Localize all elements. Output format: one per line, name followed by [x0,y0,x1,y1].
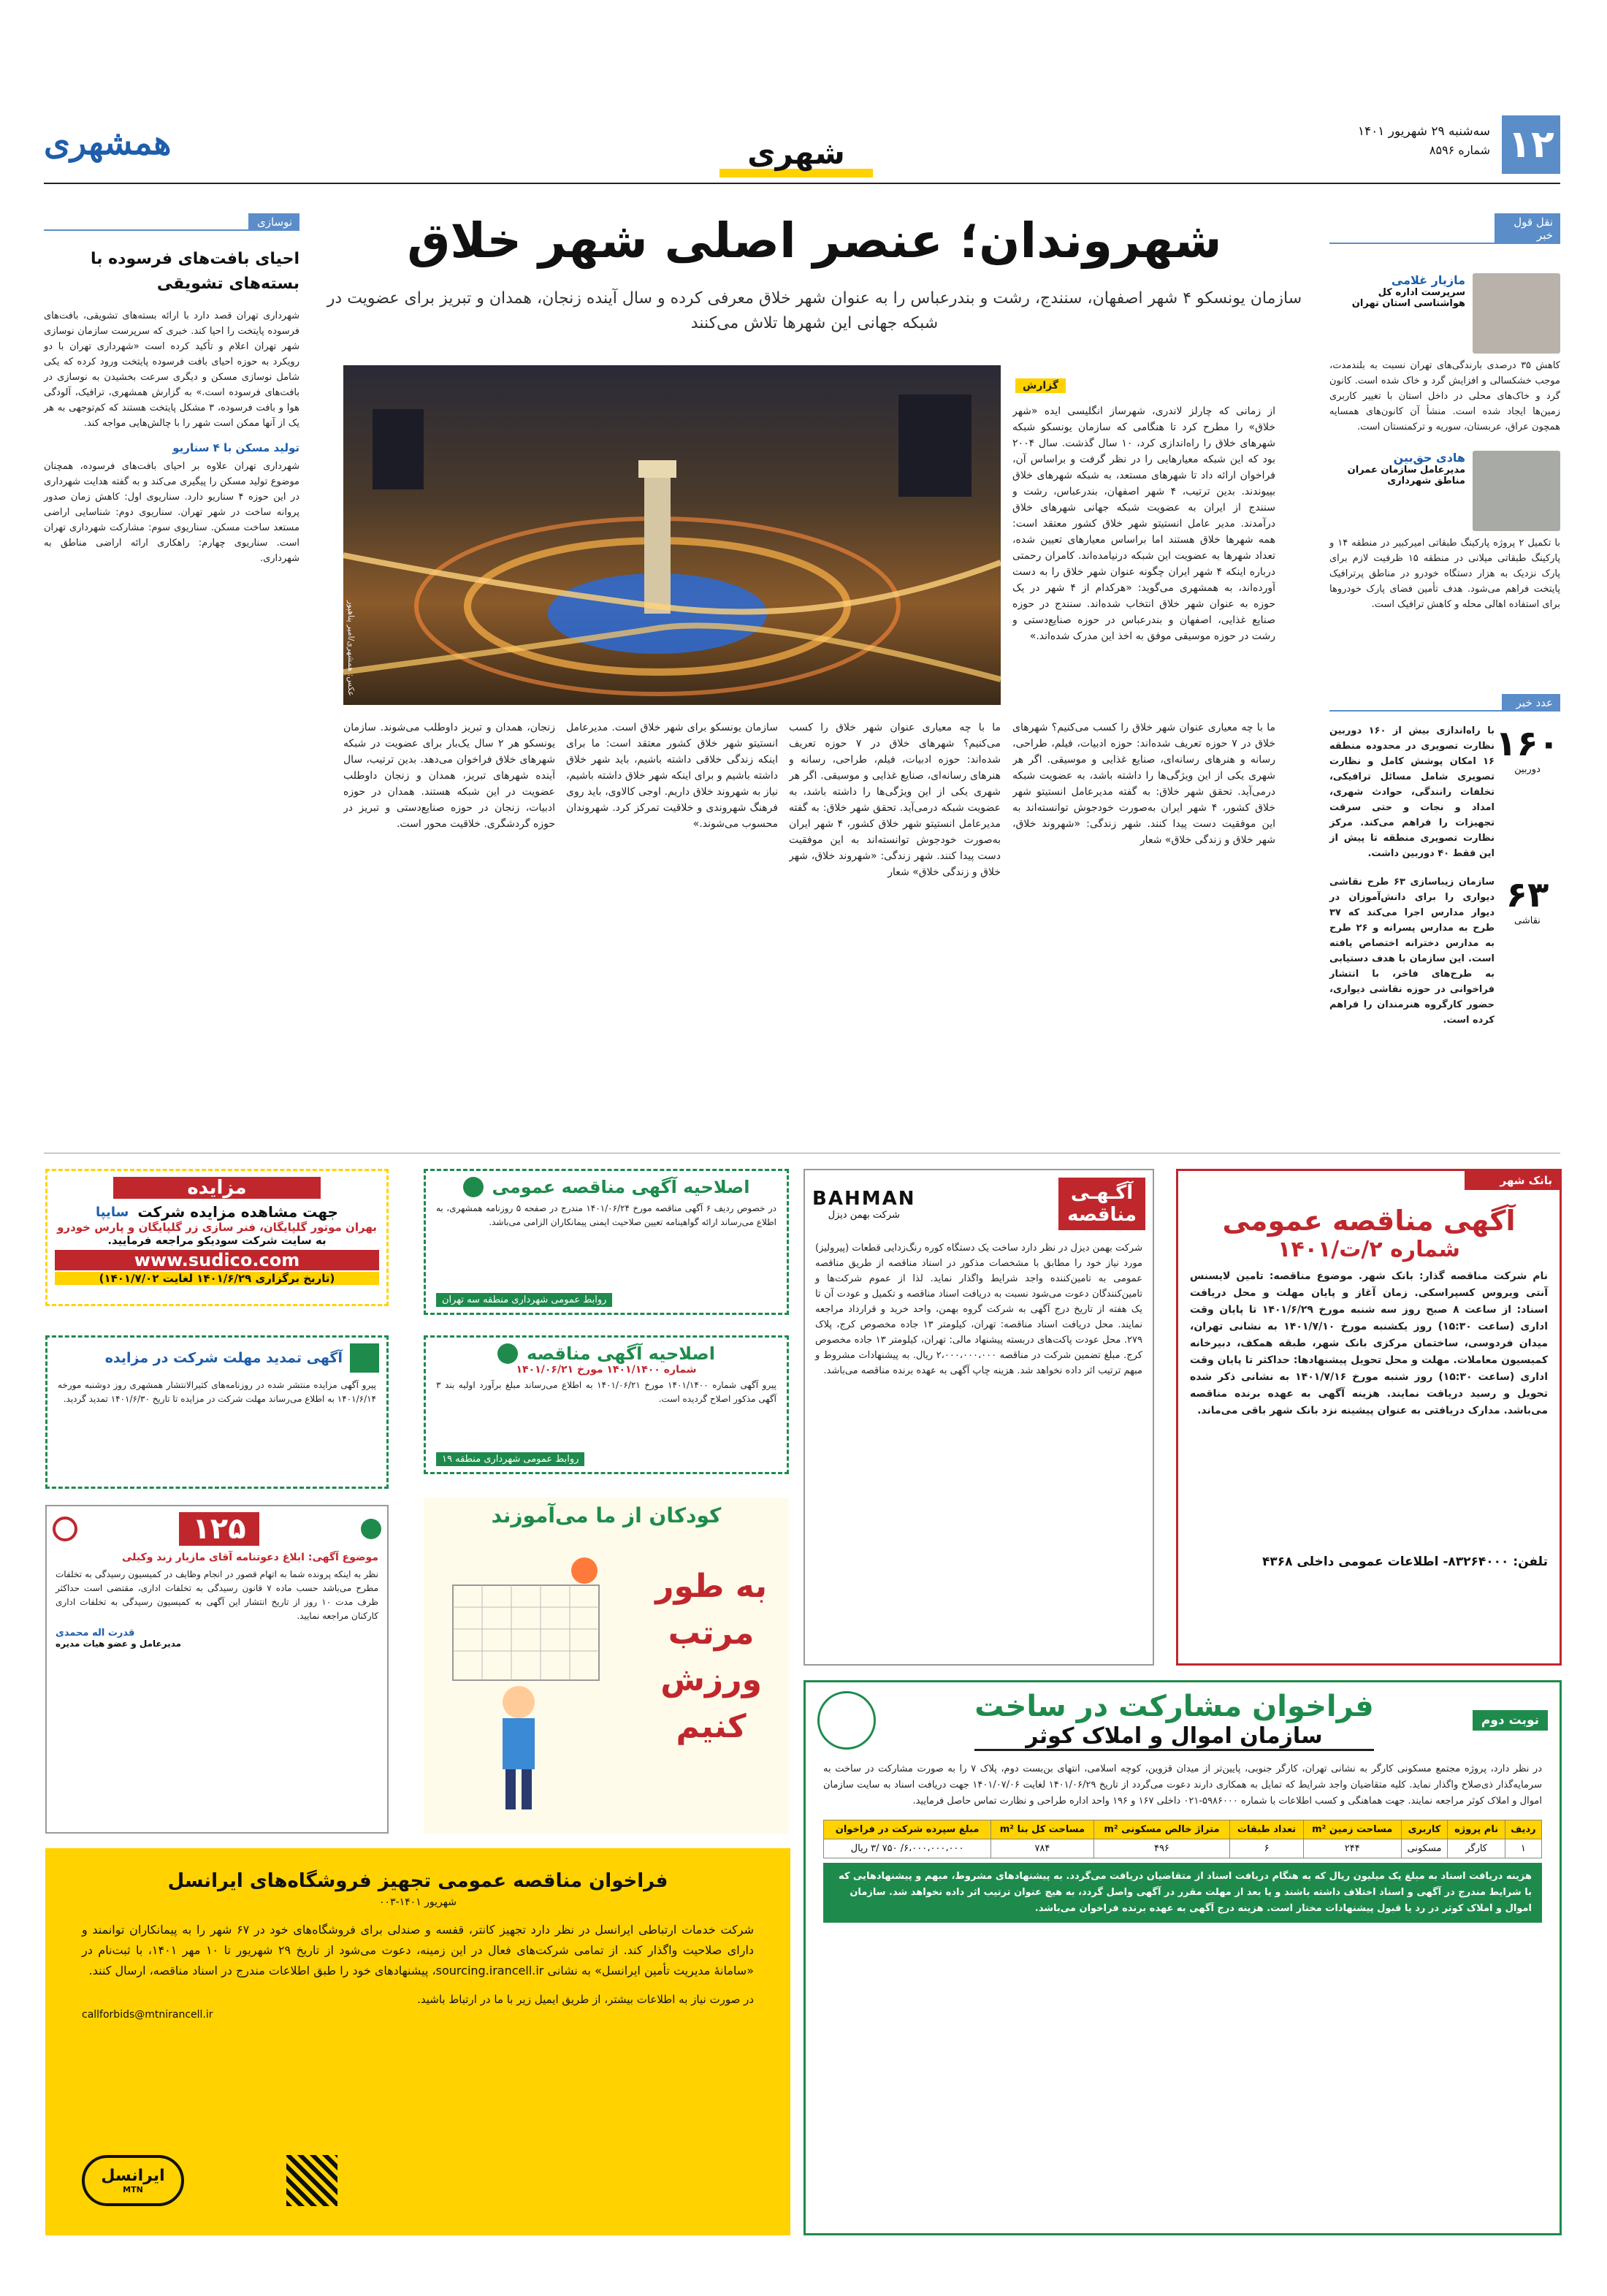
irancell-contact: در صورت نیاز به اطلاعات بیشتر، از طریق ایمیل زیر با ما در ارتباط باشید. [417,1993,754,2006]
irancell-number: شهریور ۱۴۰۱-۰۰۳ [379,1896,457,1908]
report-label: گزارش [1015,378,1066,393]
td-3: ۲۴۴ [1303,1839,1401,1858]
fire-signer-role: مدیرعامل و عضو هیات مدیره [56,1639,182,1649]
ad-irancell [45,1848,790,2235]
corr2-body: پیرو آگهی شماره ۱۴۰۱/۱۴۰۰ مورخ ۱۴۰۱/۰۶/۲۱ به اطلاع می‌رساند مبلغ برآورد اولیه بند ۳ آگهی مذکور اصلاح گردیده است. [436,1380,776,1404]
td-6: ۷۸۴ [991,1839,1094,1858]
side-story [44,213,299,1134]
page-number-box: ۱۲ [1502,115,1560,174]
th-5: متراژ خالص مسکونی m² [1093,1820,1230,1839]
extension-logo-icon [350,1343,379,1373]
kids-volleyball-illustration [438,1556,628,1819]
ad-bank-shahr [1176,1169,1562,1666]
article-col1: از زمانی که چارلز لاندری، شهرساز انگلیسی ایده «شهر خلاق» را مطرح کرد تا هنگامی که سازمان یونسکو شبکه شهرهای خلاق را راه‌اندازی کرد، ۱۰ سال گذشت. سال ۲۰۰۴ بود که این شبکه معیارهایی را در نظر گرفت و براساس آن، فراخوان ارائه داد تا شهرهای مستعد، به شبکه شهرهای خلاق بپیوندند. بدین ترتیب، ۴ شهر اصفهان، بندرعباس، رشت و سنندج از ایران به عضویت شبکه جهانی شهرهای خلاق درآمدند. مدیر عامل انستیتو شهر خلاق کشور معتقد است: همه شهرها خلاق هستند اما براساس معیارهای تعیین شده، تعداد شهرها به عضویت این شبکه درنیامده‌اند. کامران رحمتی درباره اینکه ۴ شهر ایران چگونه عنوان شهر خلاق را به دست آورده‌اند، به همشهری می‌گوید: «هرکدام از ۴ شهر در یک حوزه به عنوان شهر خلاق انتخاب شده‌اند. سنندج در حوزه صنایع غذایی، اصفهان و بندرعباس در حوزه صنایع‌دستی و رشت در حوزه موسیقی موفق به اخذ این مدرک شده‌اند.» [1012,405,1275,642]
koosar-table-header [824,1820,1542,1839]
bank-logo: بانک شهر [1465,1171,1560,1190]
header-rule [44,183,1560,184]
newspaper-logo: همشهری [44,123,172,162]
extension-body: پیرو آگهی مزایده منتشر شده در روزنامه‌های کثیرالانتشار همشهری روز دوشنبه مورخه ۱۴۰۱/۶/۱۴ به اطلاع می‌رساند مهلت شرکت در مزایده تا تاریخ ۱۴۰۱/۶/۳۰ تمدید گردید. [58,1380,376,1404]
municipality-logo-icon [463,1177,484,1197]
quote1-name: مازیار غلامی [1391,273,1465,287]
kids-line-1: به طور [655,1568,767,1605]
side-title: احیای بافت‌های فرسوده با بسته‌های تشویقی [91,250,299,293]
side-sub-body: شهرداری تهران علاوه بر احیای بافت‌های فرسوده، همچنان موضوع تولید مسکن را پیگیری می‌کند و به گفته هدایت شهرداری در این حوزه ۴ سناریو دارد. سناریوی اول: کاهش زمان صدور پروانه ساخت در شهر تهران. سناریوی دوم: شناسایی اراضی مستعد ساخت مسکن. سناریوی سوم: مشارکت شهرداری تهران است. سناریوی چهارم: راهکاری ارائه اراضی مناطق به شهرداری. [44,461,299,564]
auction-title: مزایده [113,1177,321,1199]
quote1-text: کاهش ۳۵ درصدی بارندگی‌های تهران نسبت به بلندمدت، موجب خشکسالی و افزایش گرد و خاک شده است. کانون گرد و خاک‌های محلی در داخل استان با تغییر کاربری زمین‌ها ایجاد شده است. منشأ آن کانون‌های همسایه همچون عراق، عربستان، سوریه و ترکمنستان است. [1329,360,1560,432]
td-0: ۱ [1505,1839,1541,1858]
quote2-text: با تکمیل ۲ پروژه پارکینگ طبقاتی امیرکبیر در منطقه ۱۴ و پارکینگ طبقاتی میلانی در منطقه ۱۵ ظرفیت لازم برای پارک نزدیک به هزار دستگاه خودرو در مناطق پرترافیک پایتخت فراهم می‌شود. هدف تأمین فضای پارک خودروها برای استفاده اهالی محله و کاهش ترافیک است. [1329,538,1560,610]
th-3: مساحت زمین m² [1303,1820,1401,1839]
ad-extension [45,1335,389,1489]
article-col5: زنجان، همدان و تبریز داوطلب می‌شوند. سازمان یونسکو هر ۲ سال یک‌بار برای عضویت در شبکه شهرهای خلاق فراخوان می‌دهد. بدین ترتیب، سال آینده شهرهای تبریز، همدان و زنجان داوطلب عضویت در این شبکه هستند. همدان در حوزه ادبیات، زنجان در حوزه صنایع‌دستی و تبریز در حوزه گردشگری. خلاقیت محور است. [343,722,555,830]
fire-body: نظر به اینکه پرونده شما به اتهام قصور در انجام وظایف در کمیسیون رسیدگی به تخلفات مطرح می‌باشد حسب ماده ۷ قانون رسیدگی به تخلفات اداری، مقتضی است حداکثر ظرف مدت ۱۰ روز از تاریخ انتشار این آگهی به کمیسیون رسیدگی به تخلفات اداری کارکنان مراجعه نمایید. [56,1569,378,1621]
koosar-org: سازمان اموال و املاک کوثر [974,1723,1374,1751]
side-label: نوسازی [248,213,299,231]
quote2-role: مدیرعامل سازمان عمران مناطق شهرداری [1347,465,1465,487]
stat-text-1: با راه‌اندازی بیش از ۱۶۰ دوربین نظارت تصویری در محدوده منطقه ۱۶ امکان پوشش کامل و نظارت تصویری شامل مسائل ترافیکی، تخلفات رانندگی، حوادث شهری، امداد و نجات و حتی سرقت تجهیزات را فراهم می‌کند. مرکز نظارت تصویری منطقه تا پیش از این فقط ۴۰ دوربین داشت. [1329,725,1495,859]
koosar-body: در نظر دارد، پروژه مجتمع مسکونی کارگر به نشانی تهران، کارگر جنوبی، پایین‌تر از میدان قزوین، کوچه اسلامی، انتهای بن‌بست دوم، پلاک ۷ را به صورت مشارکت در ساخت به سرمایه‌گذار ذی‌صلاح واگذار نماید. کلیه متقاضیان واجد شرایط که تمایل به همکاری دارند دعوت می‌گردد از تاریخ ۱۴۰۱/۰۶/۲۹ لغایت ۱۴۰۱/۰۷/۰۶ جهت دریافت اسناد به سایت سازمان اموال و املاک کوثر مراجعه نمایند. جهت هماهنگی و کسب اطلاعات با شماره ۵۹۸۶۰۰۰-۰۲۱ داخلی ۱۶۷ و ۱۹۶ واحد اداره طراحی و نظارت تماس حاصل فرمایید. [823,1763,1543,1807]
corr1-footer: روابط عمومی شهرداری منطقه سه تهران [436,1293,612,1307]
numbers-column [1329,694,1560,1132]
fire-number-125: ۱۲۵ [179,1512,259,1546]
municipality-logo-icon-2 [497,1343,518,1364]
auction-note: به سایت شرکت سودیکو مراجعه فرمایید. [107,1234,327,1247]
bank-tender-title: آگهی مناقصه عمومی [1222,1205,1516,1237]
corr1-body: در خصوص ردیف ۶ آگهی مناقصه مورخ ۱۴۰۱/۰۶/۲۴ مندرج در صفحه ۵ روزنامه همشهری، به اطلاع می‌رساند ارائه گواهینامه تعیین صلاحیت ایمنی پیمانکاران الزامی می‌باشد. [436,1203,776,1227]
auction-subtitle: جهت مشاهده مزایده شرکت [137,1203,338,1221]
irancell-logo [82,2155,184,2206]
th-2: کاربری [1401,1820,1448,1839]
photo-credit: عکس: همشهری/امیر پناهپور [346,600,356,696]
td-4: ۶ [1230,1839,1304,1858]
td-5: ۴۹۶ [1093,1839,1230,1858]
auction-site-link[interactable]: www.sudico.com [55,1250,379,1270]
ad-kids-sport [424,1498,789,1834]
th-6: مساحت کل بنا m² [991,1820,1094,1839]
corr1-title: اصلاحیه آگهی مناقصه عمومی [492,1177,750,1197]
koosar-title: فراخوان مشارکت در ساخت [974,1690,1374,1723]
stat-number-1: ۱۶۰ [1495,723,1560,764]
portrait-photo-2 [1473,451,1560,531]
bahman-title-1: آگـهـی [1070,1182,1134,1204]
auction-dates: (تاریخ برگزاری ۱۴۰۱/۶/۲۹ لغایت ۱۴۰۱/۷/۰۲) [55,1272,379,1285]
koosar-logo-icon [817,1691,876,1750]
issue-number: شماره ۸۵۹۶ [1429,143,1490,157]
fire-badge-icon [53,1517,77,1541]
main-photo [343,365,1001,705]
koosar-table [823,1820,1542,1858]
portrait-photo-1 [1473,273,1560,354]
quote-label: نقل قول خبر [1495,213,1560,244]
corr2-number: شماره ۱۴۰۱/۱۴۰۰ مورخ ۱۴۰۱/۰۶/۲۱ [516,1364,697,1376]
bahman-title-2: مناقصه [1067,1204,1137,1226]
article-col2: ما با چه معیاری عنوان شهر خلاق را کسب می‌کنیم؟ شهرهای خلاق در ۷ حوزه تعریف شده‌اند: حوزه ادبیات، فیلم، طراحی، رسانه و هنرهای رسانه‌ای، صنایع غذایی و موسیقی. اگر هر شهری یکی از این ویژگی‌ها را داشته باشد، به عضویت شبکه درمی‌آید. تحقق شهر خلاق: به گفته مدیرعامل انستیتو شهر خلاق کشور، ۴ شهر ایران به‌صورت خودجوش توانسته‌اند به این موفقیت دست پیدا کنند. شهر زندگی: «شهروند خلاق، شهر خلاق و زندگی خلاق» شعار [1012,722,1275,846]
irancell-body: شرکت خدمات ارتباطی ایرانسل در نظر دارد تجهیز کانتر، قفسه و صندلی برای فروشگاه‌های خود در ۶۷ شهر را به پیمانکاران توانمند و دارای صلاحیت واگذار کند. از تمامی شرکت‌های فعال در این زمینه، دعوت می‌شود از تاریخ ۲۹ شهریور تا ۱۰ مهر ۱۴۰۱، با ثبت‌نام در «سامانهٔ مدیریت تأمین ایرانسل» به نشانی sourcing.irancell.ir، پیشنهادهای خود را طبق اطلاعات مندرج در اسناد مناقصه، ارسال کنند. [82,1923,755,1977]
main-headline: شهروندان؛ عنصر اصلی شهر خلاق [407,213,1222,269]
koosar-badge: نوبت دوم [1473,1710,1548,1731]
irancell-mtn-text: MTN [123,2185,143,2194]
article-col4: سازمان یونسکو برای شهر خلاق است. مدیرعامل انستیتو شهر خلاق کشور معتقد است: ما برای اینکه زندگی خلاقی داشته باشیم، باید شهر خلاق داشته باشیم و برای اینکه شهر خلاق داشته باشیم، نیاز به شهروند خلاق داریم. اوجی کالاوی، باید روی فرهنگ شهروندی و خلاقیت تمرکز کرد. شهروندان محسوب می‌شوند.» [566,722,778,830]
numbers-label: عدد خبر [1502,694,1560,712]
bahman-logo: BAHMAN [812,1187,916,1210]
issue-date: سه‌شنبه ۲۹ شهریور ۱۴۰۱ [1357,124,1490,139]
ad-auction [45,1169,389,1306]
table-row [824,1839,1542,1858]
th-7: مبلغ سپرده شرکت در فراخوان [824,1820,991,1839]
saipa-logo: سایپا [96,1204,129,1220]
kids-line-4: کنیم [676,1708,747,1745]
td-2: مسکونی [1401,1839,1448,1858]
article-col3: ما با چه معیاری عنوان شهر خلاق را کسب می‌کنیم؟ شهرهای خلاق در ۷ حوزه تعریف شده‌اند: حوزه ادبیات، فیلم، طراحی، رسانه و هنرهای رسانه‌ای، صنایع غذایی و موسیقی. اگر هر شهری یکی از این ویژگی‌ها را داشته باشد، به عضویت شبکه درمی‌آید. تحقق شهر خلاق: به گفته مدیرعامل انستیتو شهر خلاق کشور، ۴ شهر ایران به‌صورت خودجوش توانسته‌اند به این موفقیت دست پیدا کنند. شهر زندگی: «شهروند خلاق، شهر خلاق و زندگی خلاق» شعار [789,722,1001,878]
td-7: ۶،۰۰۰،۰۰۰،۰۰۰/ ۷۵۰ /۳ ریال [824,1839,991,1858]
qr-code-icon [286,2155,337,2206]
ad-koosar [804,1680,1562,2235]
ad-correction-1 [424,1169,789,1315]
extension-title: آگهی تمدید مهلت شرکت در مزایده [104,1350,343,1366]
th-4: تعداد طبقات [1230,1820,1304,1839]
quote-column [1329,213,1560,717]
th-0: ردیف [1505,1820,1541,1839]
main-lead: سازمان یونسکو ۴ شهر اصفهان، سنندج، رشت و بندرعباس را به عنوان شهر خلاق معرفی کرده و سال آینده زنجان، همدان و تبریز برای عضویت در شبکه جهانی این شهرها تلاش می‌کنند [327,289,1302,332]
corr2-footer: روابط عمومی شهرداری منطقه ۱۹ [436,1452,584,1466]
city-night-illustration [343,365,1001,705]
fire-dept-logo-icon [361,1519,381,1539]
koosar-notes: هزینه دریافت اسناد به مبلغ یک میلیون ریال که به هنگام دریافت اسناد از متقاضیان دریافت می‌گردد. به پیشنهادهای مشروط، مبهم و پیشنهادهایی که با شرایط مندرج در آگهی و اسناد اختلاف داشته باشند و یا بعد از مهلت مقرر در آگهی واصل گردد، به هیچ عنوان ترتیب اثر داده نخواهد شد. سازمان اموال و املاک کوثر در رد یا قبول پیشنهادات مختار است. هزینه درج آگهی به عهده برنده فراخوان می‌باشد. [823,1863,1542,1923]
fire-signer: قدرت اله محمدی [56,1628,135,1639]
stat-unit-1: دوربین [1514,764,1541,775]
irancell-title: فراخوان مناقصه عمومی تجهیز فروشگاه‌های ایرانسل [167,1870,668,1892]
quote2-name: هادی حق‌بین [1393,451,1465,465]
bahman-company: شرکت بهمن دیزل [828,1209,900,1221]
bank-tender-number: شماره ۲/ت/۱۴۰۱ [1278,1237,1460,1262]
quote1-role: سرپرست اداره کل هواشناسی استان تهران [1351,287,1465,309]
auction-items: بهران موتور گلپایگان، فنر سازی زر گلپایگان و پارس خودرو [57,1221,377,1234]
bank-phone: تلفن: ۸۳۲۶۴۰۰۰- اطلاعات عمومی داخلی ۴۳۶۸ [1262,1555,1548,1569]
ad-bahman-diesel [804,1169,1154,1666]
bank-body: نام شرکت مناقصه گذار: بانک شهر. موضوع مناقصه: تامین لایسنس آنتی ویروس کسپراسکی. زمان آغاز و پایان مهلت و محل دریافت اسناد: از ساعت ۸ صبح روز سه شنبه مورخ ۱۴۰۱/۶/۲۹ تا پایان وقت اداری (ساعت ۱۵:۳۰) روز یکشنبه مورخ ۱۴۰۱/۷/۱۰ به نشانی تهران، میدان فردوسی، ساختمان مرکزی بانک شهر، طبقه همکف، دبیرخانه کمیسیون معاملات. مهلت و محل تحویل پیشنهادها: حداکثر تا پایان وقت اداری (ساعت ۱۵:۳۰) روز شنبه مورخ ۱۴۰۱/۷/۱۶ به نشانی ذکر شده تحویل و رسید دریافت نمایند. هزینه آگهی به عهده برنده مناقصه می‌باشد. مدارک دریافتی به عنوان پیشینه نزد بانک شهر باقی می‌ماند. [1190,1270,1549,1416]
ad-fire-department [45,1505,389,1834]
stat-number-2: ۶۳ [1505,874,1549,915]
irancell-email[interactable]: callforbids@mtnirancell.ir [82,2009,213,2021]
th-1: نام پروژه [1448,1820,1505,1839]
section-title: شهری [719,135,873,178]
side-subhead: تولید مسکن با ۴ سناریو [172,441,299,454]
irancell-brand-text: ایرانسل [101,2167,165,2185]
stat-text-2: سازمان زیباسازی ۶۳ طرح نقاشی دیواری را برای دانش‌آموزان در دیوار مدارس اجرا می‌کند که ۳۷ طرح به مدارس پسرانه و ۲۶ طرح به مدارس دخترانه اختصاص یافته است. این سازمان با هدف دستیابی به طرح‌های فاخر، با انتشار فراخوانی در حوزه نقاشی دیواری، حضور کارگروه هنرمندان را فراهم کرده است. [1329,877,1495,1026]
corr2-title: اصلاحیه آگهی مناقصه [527,1343,715,1364]
kids-line-2: مرتب [668,1614,755,1652]
side-body: شهرداری تهران قصد دارد با ارائه بسته‌های تشویقی، بافت‌های فرسوده پایتخت را احیا کند. خبری که سرپرست سازمان نوسازی شهر تهران اعلام و تأکید کرده است «شهرداری تهران با دو رویکرد به حوزه احیای بافت فرسوده پایتخت ورود کرده که یکی شامل نوسازی مسکن و دیگری سرعت بخشیدن به نوسازی در بافت‌های فرسوده است.» به گزارش همشهری، ترافیک، آلودگی هوا و بافت فرسوده، ۳ مشکل پایتخت هستند که کم‌توجهی به هر یک از آنها ممکن است شهر را با چالش‌هایی مواجه کند. [44,310,299,429]
td-1: کارگر [1448,1839,1505,1858]
kids-line-3: ورزش [660,1661,762,1698]
kids-title: کودکان از ما می‌آموزند [491,1503,722,1528]
fire-subject: موضوع آگهی: ابلاغ دعوتنامه آقای مازیار زند وکیلی [122,1552,378,1563]
ad-correction-2 [424,1335,789,1474]
bahman-body: شرکت بهمن دیزل در نظر دارد ساخت یک دستگاه کوره رنگ‌زدایی قطعات (پیرولیز) مورد نیاز خود را مطابق با مشخصات مذکور در اسناد مناقصه از طریق مناقصه عمومی به تامین‌کننده واجد شرایط واگذار نماید. لذا از عموم شرکت‌ها و تامین‌کنندگان دعوت می‌شود نسبت به دریافت اسناد مناقصه و تکمیل و عودت آن تا یک هفته از تاریخ درج آگهی به شرکت گروه بهمن، واحد خرید و قرارداد مراجعه نمایند. محل دریافت اسناد مناقصه: تهران، کیلومتر ۱۳ جاده مخصوص کرج، پلاک ۲۷۹. محل عودت پاکت‌های دربسته پیشنهاد مالی: تهران، کیلومتر ۱۳ جاده مخصوص کرج. مبلغ تضمین شرکت در مناقصه ۲،۰۰۰،۰۰۰،۰۰۰ ریال. به پیشنهادات مشروط و مبهم ترتیب اثر داده نخواهد شد. هزینه چاپ آگهی به عهده برنده مناقصه می‌باشد. [815,1243,1142,1376]
stat-unit-2: نقاشی [1514,915,1541,926]
